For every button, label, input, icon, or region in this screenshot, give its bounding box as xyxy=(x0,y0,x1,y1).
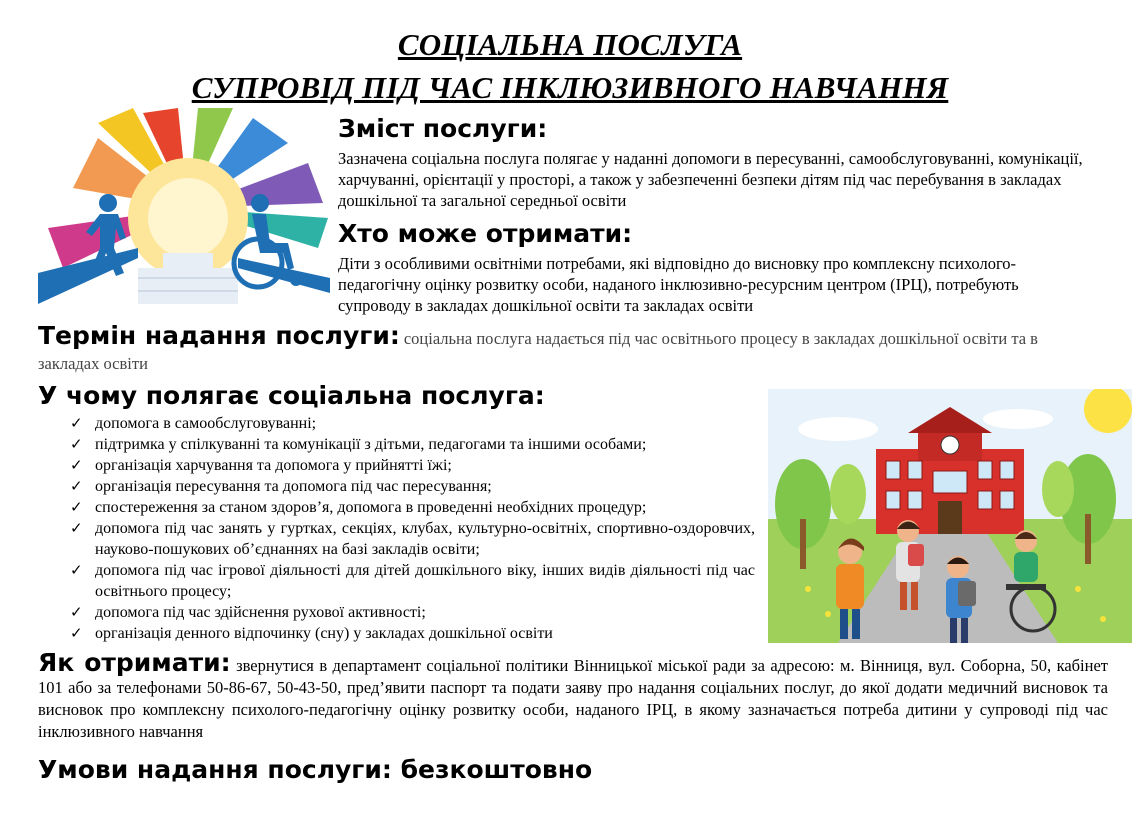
title-line-1: СОЦІАЛЬНА ПОСЛУГА xyxy=(397,27,743,62)
term-heading: Термін надання послуги: xyxy=(38,321,400,350)
list-item: ✓ допомога під час занять у гуртках, секціях, клубах, культурно-освітніх, спортивно-оздоровчих, науково-пошукових об’єднаннях на базі закладів освіти; xyxy=(70,519,755,558)
list-item: ✓ спостереження за станом здоров’я, допомога в проведенні необхідних процедур; xyxy=(70,498,647,516)
conditions-text: Умови надання послуги: безкоштовно xyxy=(38,755,593,784)
how-section xyxy=(38,648,1109,743)
check-icon: ✓ xyxy=(70,498,83,516)
list-item: ✓ допомога в самообслуговуванні; xyxy=(70,414,317,432)
services-list xyxy=(70,413,755,644)
check-icon: ✓ xyxy=(70,456,83,474)
list-item: ✓ організація денного відпочинку (сну) у закладах дошкільної освіти xyxy=(70,624,553,642)
content-heading: Зміст послуги: xyxy=(338,114,548,143)
check-icon: ✓ xyxy=(70,414,83,432)
check-icon: ✓ xyxy=(70,603,83,621)
term-section xyxy=(38,322,1098,377)
check-icon: ✓ xyxy=(70,519,83,537)
check-icon: ✓ xyxy=(70,477,83,495)
list-item: ✓ підтримка у спілкуванні та комунікації з дітьми, педагогами та іншими особами; xyxy=(70,435,647,453)
who-heading: Хто може отримати: xyxy=(338,219,633,248)
list-item: ✓ організація пересування та допомога під час пересування; xyxy=(70,477,492,495)
how-heading: Як отримати: xyxy=(38,648,231,677)
title-line-2: СУПРОВІД ПІД ЧАС ІНКЛЮЗИВНОГО НАВЧАННЯ xyxy=(191,70,949,105)
list-item: ✓ організація харчування та допомога у прийнятті їжі; xyxy=(70,456,452,474)
check-icon: ✓ xyxy=(70,561,83,579)
content-text: Зазначена соціальна послуга полягає у наданні допомоги в пересуванні, самообслуговуванні, комунікації, харчуванні, орієнтації у просторі, а також у забезпеченні безпеки дітям під час перебування в закладах дошкільної та загальної середньої освіти xyxy=(338,149,1083,210)
how-text: звернутися в департамент соціальної політики Вінницької міської ради за адресою: м. Вінниця, вул. Соборна, 50, кабінет 101 або за телефонами 50-86-67, 50-43-50, пред’явити паспорт та подати заяву про надання соціальних послуг, до якої додати медичний висновок та висновок про комплексну психолого-педагогічну оцінку розвитку особи, наданого ІРЦ, в якому зазначається потреба дитини у супроводі під час інклюзивного навчання xyxy=(38,656,1109,741)
list-item: ✓ допомога під час здійснення рухової активності; xyxy=(70,603,426,621)
what-heading: У чому полягає соціальна послуга: xyxy=(38,381,545,410)
term-text: соціальна послуга надається під час освітнього процесу в закладах дошкільної освіти та в закладах освіти xyxy=(38,329,1038,373)
list-item: ✓ допомога під час ігрової діяльності для дітей дошкільного віку, інших видів діяльності під час освітнього процесу; xyxy=(70,561,755,600)
accessibility-illustration xyxy=(38,108,330,304)
who-text: Діти з особливими освітніми потребами, які відповідно до висновку про комплексну психолого-педагогічну оцінку розвитку особи, наданого інклюзивно-ресурсним центром (ІРЦ), потребують супроводу в закладах дошкільної освіти та закладах освіти xyxy=(338,254,1019,315)
check-icon: ✓ xyxy=(70,624,83,642)
check-icon: ✓ xyxy=(70,435,83,453)
school-illustration xyxy=(768,389,1132,643)
